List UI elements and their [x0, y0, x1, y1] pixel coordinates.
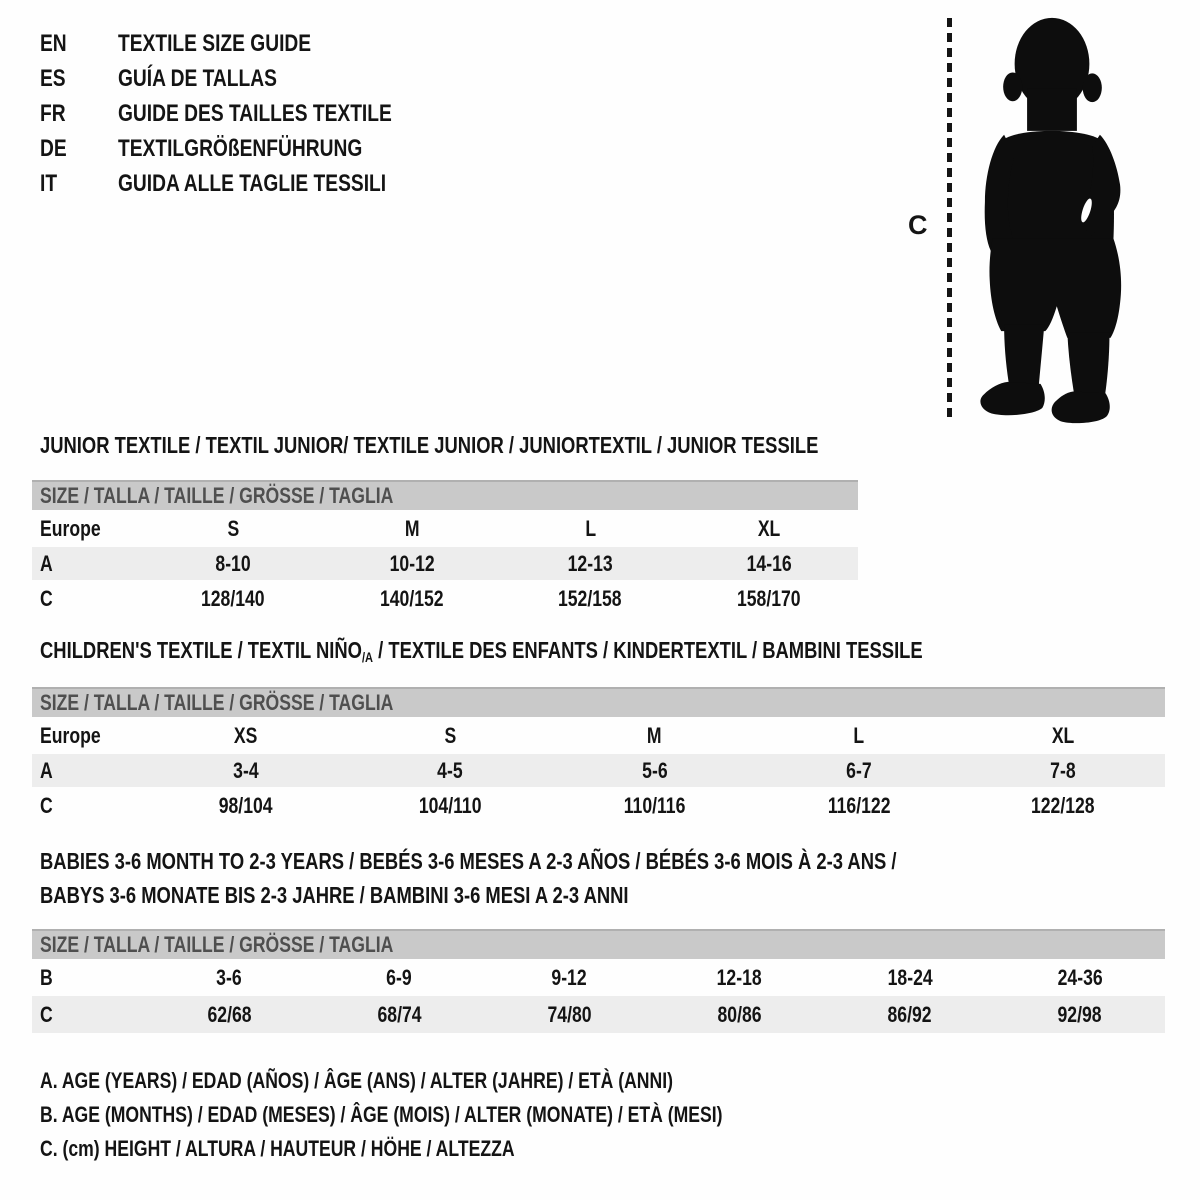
- language-row-fr: [40, 96, 460, 131]
- table-cell: 86/92: [887, 1001, 932, 1027]
- measure-label-c: C: [908, 210, 928, 240]
- table-cell: 158/170: [736, 585, 801, 611]
- height-measure-dashed-line: [947, 18, 952, 418]
- children-size-table: [32, 687, 1165, 824]
- language-code: ES: [40, 64, 66, 92]
- language-label: GUIDA ALLE TAGLIE TESSILI: [118, 169, 387, 197]
- language-label: TEXTILE SIZE GUIDE: [118, 29, 312, 57]
- table-cell: 74/80: [547, 1001, 592, 1027]
- legend-line-age-months: B. AGE (MONTHS) / EDAD (MESES) / ÂGE (MOIS) / ALTER (MONATE) / ETÀ (MESI): [40, 1102, 723, 1127]
- language-code: FR: [40, 99, 66, 127]
- language-label: TEXTILGRÖßENFÜHRUNG: [118, 134, 363, 162]
- row-label: Europe: [40, 722, 101, 748]
- row-label: Europe: [40, 515, 101, 541]
- language-label: GUÍA DE TALLAS: [118, 64, 277, 92]
- junior-size-table: [32, 480, 858, 617]
- table-row-europe: [32, 510, 858, 547]
- table-cell: XL: [757, 515, 780, 541]
- row-label: A: [40, 550, 53, 576]
- table-cell: 12-13: [567, 550, 613, 576]
- table-cell: 4-5: [437, 757, 464, 783]
- table-cell: 12-18: [717, 964, 763, 990]
- table-cell: M: [404, 515, 420, 541]
- language-header: [40, 26, 460, 201]
- row-label: C: [40, 585, 53, 611]
- legend-line-age-years: A. AGE (YEARS) / EDAD (AÑOS) / ÂGE (ANS) / ALTER (JAHRE) / ETÀ (ANNI): [40, 1068, 673, 1093]
- language-label: GUIDE DES TAILLES TEXTILE: [118, 99, 392, 127]
- table-row-europe: [32, 717, 1165, 754]
- babies-size-table: [32, 929, 1165, 1033]
- size-table-header: SIZE / TALLA / TAILLE / GRÖSSE / TAGLIA: [32, 929, 1165, 959]
- table-cell: 128/140: [201, 585, 266, 611]
- size-table-header: SIZE / TALLA / TAILLE / GRÖSSE / TAGLIA: [32, 480, 858, 510]
- language-row-it: [40, 166, 460, 201]
- table-row-height-cm: [32, 996, 1165, 1033]
- junior-section-title: JUNIOR TEXTILE / TEXTIL JUNIOR/ TEXTILE JUNIOR / JUNIORTEXTIL / JUNIOR TESSILE: [40, 432, 819, 458]
- row-label: C: [40, 1001, 53, 1027]
- table-cell: 110/116: [623, 792, 686, 818]
- row-label: B: [40, 964, 53, 990]
- table-row-age-years: [32, 754, 1165, 787]
- table-cell: 122/128: [1031, 792, 1095, 818]
- size-table-header: SIZE / TALLA / TAILLE / GRÖSSE / TAGLIA: [32, 687, 1165, 717]
- language-code: DE: [40, 134, 67, 162]
- babies-section-title: BABIES 3-6 MONTH TO 2-3 YEARS / BEBÉS 3-6 MESES A 2-3 AÑOS / BÉBÉS 3-6 MOIS À 2-3 ANS / BABYS 3-6 MONATE BIS 2-3 JAHRE / BAMBINI 3-6 MESI A 2-3 ANNI: [40, 848, 897, 908]
- table-cell: 14-16: [746, 550, 792, 576]
- table-cell: 62/68: [207, 1001, 252, 1027]
- nino-a-subscript: /A: [361, 649, 374, 665]
- row-label: C: [40, 792, 53, 818]
- table-cell: 6-7: [845, 757, 872, 783]
- table-cell: XS: [234, 722, 258, 748]
- legend: [40, 1064, 893, 1166]
- table-cell: 8-10: [215, 550, 251, 576]
- table-cell: 104/110: [418, 792, 482, 818]
- table-cell: 18-24: [887, 964, 933, 990]
- table-cell: L: [584, 515, 596, 541]
- legend-line-height-cm: C. (cm) HEIGHT / ALTURA / HAUTEUR / HÖHE / ALTEZZA: [40, 1136, 515, 1161]
- language-row-es: [40, 61, 460, 96]
- table-cell: 80/86: [717, 1001, 762, 1027]
- table-cell: XL: [1051, 722, 1075, 748]
- language-row-de: [40, 131, 460, 166]
- table-cell: 68/74: [377, 1001, 422, 1027]
- language-row-en: [40, 26, 460, 61]
- table-cell: 152/158: [558, 585, 623, 611]
- table-cell: 140/152: [379, 585, 444, 611]
- table-cell: 10-12: [389, 550, 435, 576]
- language-code: IT: [40, 169, 58, 197]
- row-label: A: [40, 757, 53, 783]
- table-cell: 3-4: [233, 757, 259, 783]
- table-row-age-months: [32, 959, 1165, 996]
- table-row-height-cm: [32, 787, 1165, 824]
- table-cell: 98/104: [219, 792, 274, 818]
- table-cell: M: [647, 722, 662, 748]
- children-section-title: CHILDREN'S TEXTILE / TEXTIL $NIÑO_{/A}$ / TEXTILE DES ENFANTS / KINDERTEXTIL / BAMBINI TESSILE: [40, 637, 923, 665]
- table-row-height-cm: [32, 580, 858, 617]
- table-cell: S: [444, 722, 457, 748]
- table-cell: 7-8: [1050, 757, 1076, 783]
- table-cell: 6-9: [386, 964, 412, 990]
- table-cell: 3-6: [216, 964, 242, 990]
- table-cell: L: [853, 722, 865, 748]
- table-cell: 9-12: [551, 964, 588, 990]
- table-row-age-years: [32, 547, 858, 580]
- language-code: EN: [40, 29, 67, 57]
- toddler-silhouette-icon: [966, 14, 1138, 431]
- table-cell: S: [227, 515, 240, 541]
- table-cell: 92/98: [1057, 1001, 1102, 1027]
- table-cell: 5-6: [641, 757, 668, 783]
- table-cell: 24-36: [1057, 964, 1103, 990]
- table-cell: 116/122: [827, 792, 891, 818]
